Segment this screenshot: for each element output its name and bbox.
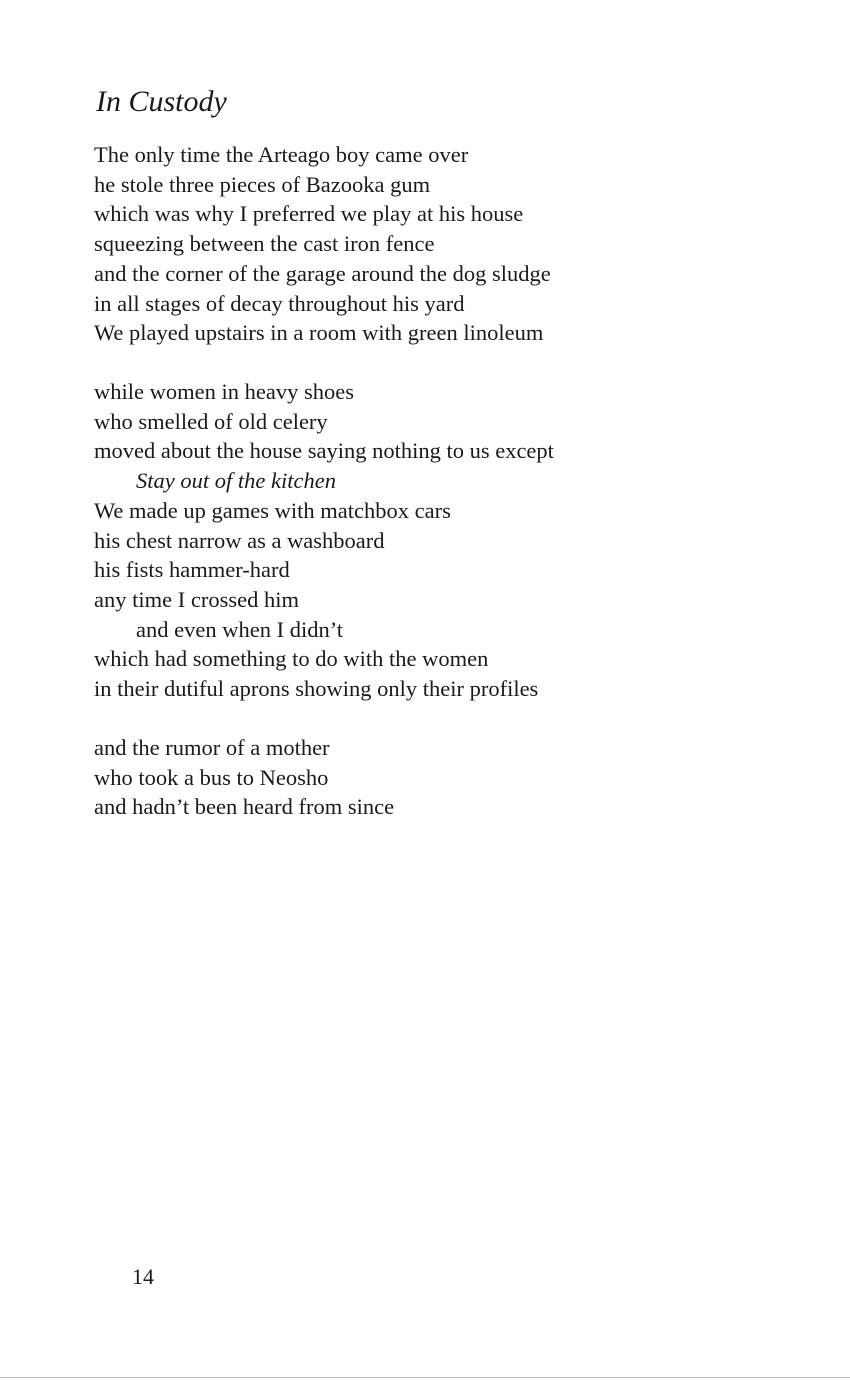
- poem-line: squeezing between the cast iron fence: [94, 231, 435, 257]
- poem-line: Stay out of the kitchen: [136, 468, 336, 494]
- poem-line: We played upstairs in a room with green linoleum: [94, 320, 544, 346]
- stanza-2: [94, 377, 554, 704]
- poem-line: he stole three pieces of Bazooka gum: [94, 171, 431, 197]
- stanza-3: [94, 733, 394, 822]
- page-number: 14: [132, 1264, 154, 1289]
- poem-line: any time I crossed him: [94, 586, 299, 612]
- poem-line: which was why I preferred we play at his house: [94, 201, 524, 227]
- poem-line: and even when I didn’t: [136, 616, 344, 642]
- poem-title: In Custody: [96, 85, 227, 118]
- poem-line: moved about the house saying nothing to us except: [94, 438, 554, 464]
- poem-line: We made up games with matchbox cars: [94, 497, 451, 523]
- page-edge-rule: [0, 1377, 850, 1378]
- poem-line: who took a bus to Neosho: [94, 764, 329, 790]
- poem-line: The only time the Arteago boy came over: [94, 142, 469, 167]
- poem-line: which had something to do with the women: [94, 646, 489, 672]
- poem-line: who smelled of old celery: [94, 408, 328, 434]
- poem-line: and hadn’t been heard from since: [94, 794, 395, 820]
- stanza-1: [94, 140, 551, 348]
- poem-line: in their dutiful aprons showing only their profiles: [94, 676, 539, 702]
- poem-line: while women in heavy shoes: [94, 379, 354, 404]
- poem-line: and the corner of the garage around the dog sludge: [94, 260, 551, 286]
- poem-line: his chest narrow as a washboard: [94, 527, 385, 553]
- poem-line: his fists hammer-hard: [94, 557, 290, 583]
- poem-line: and the rumor of a mother: [94, 735, 330, 760]
- poem-line: in all stages of decay throughout his yard: [94, 290, 465, 316]
